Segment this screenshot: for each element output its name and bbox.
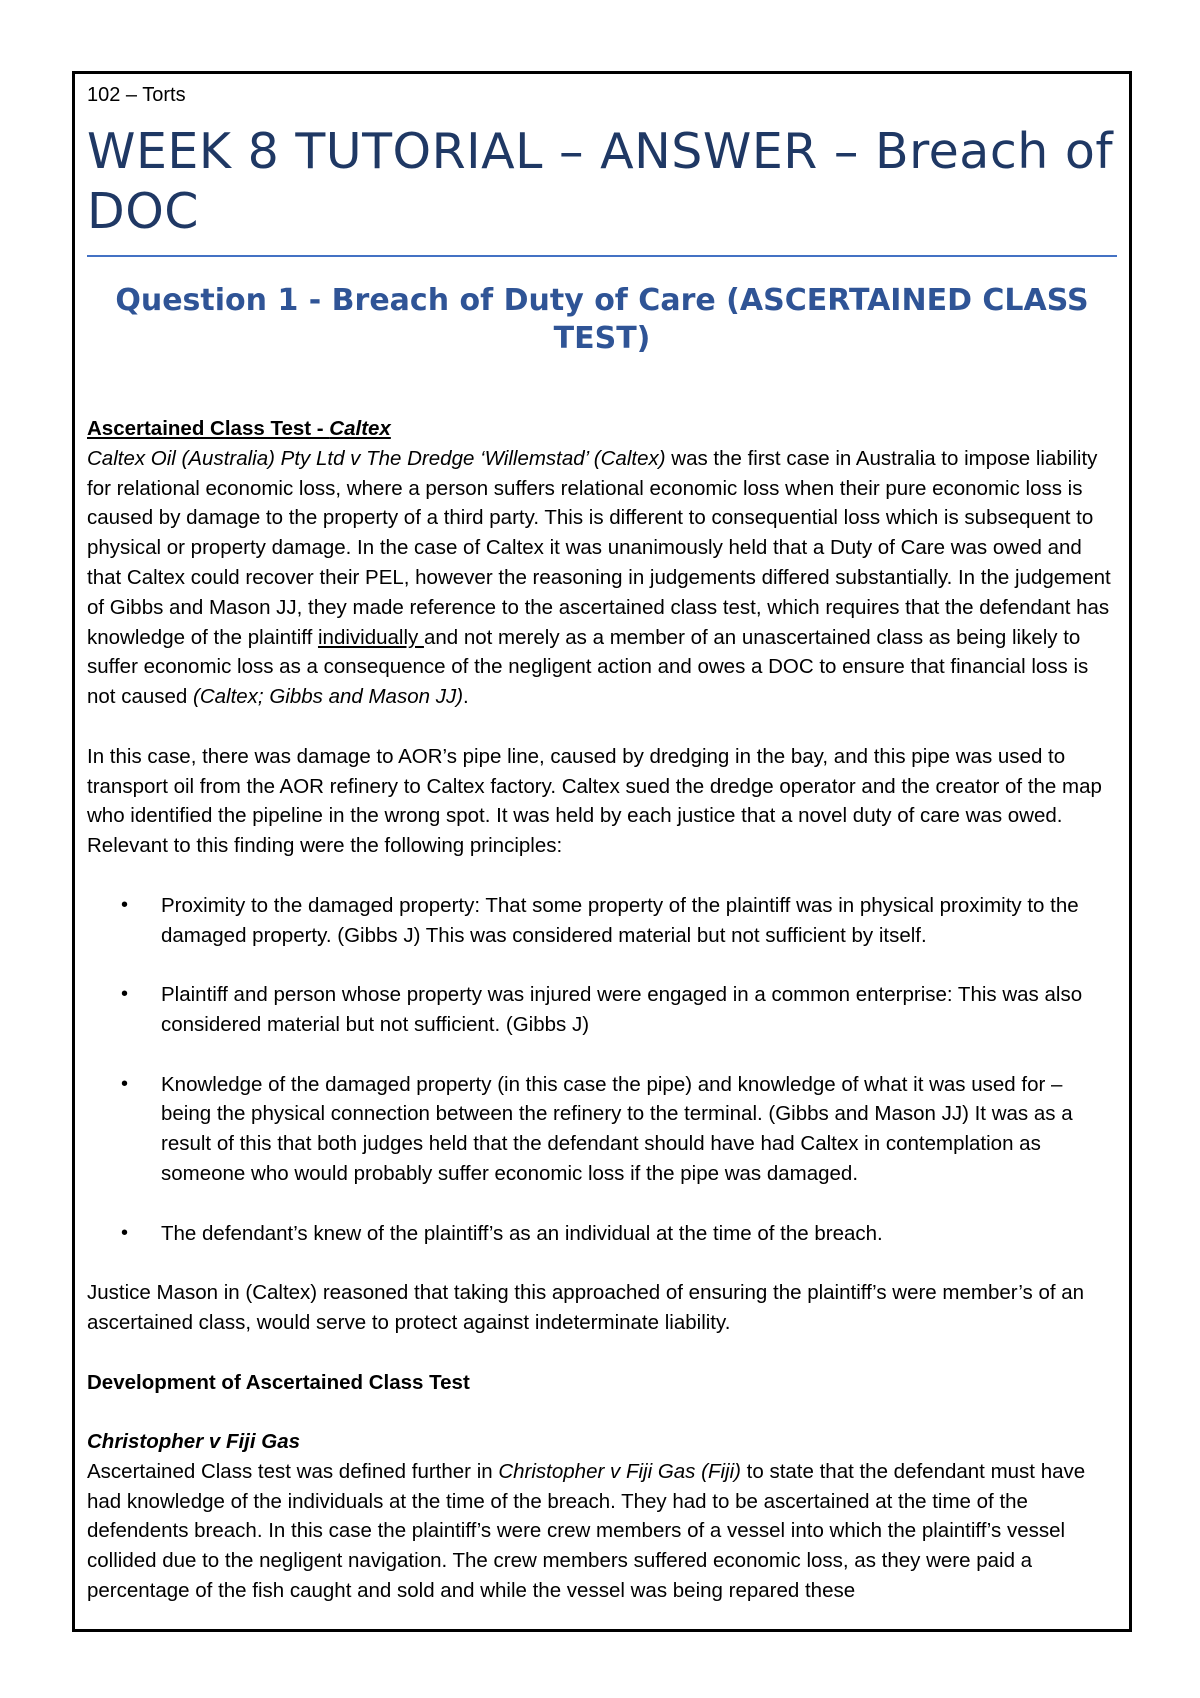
caltex-paragraph-1: Caltex Oil (Australia) Pty Ltd v The Dredge ‘Willemstad’ (Caltex) was the first case in Australia to impose liability for relational economic loss, where a person suffers relational economic loss when their pure economic loss is caused by damage to the property of a third party. This is different to consequential loss which is subsequent to physical or property damage. In the case of Caltex it was unanimously held that a Duty of Care was owed and that Caltex could recover their PEL, however the reasoning in judgements differed substantially. In the judgement of Gibbs and Mason JJ, they made reference to the ascertained class test, which requires that the defendant has knowledge of the plaintiff individually and not merely as a member of an unascertained class as being likely to suffer economic loss as a consequence of the negligent action and owes a DOC to ensure that financial loss is not caused (Caltex; Gibbs and Mason JJ).	[87, 446, 1111, 709]
document-content	[87, 82, 1117, 1606]
document-title: WEEK 8 TUTORIAL – ANSWER – Breach of DOC	[87, 123, 1114, 240]
page-border	[72, 71, 1132, 1632]
bullet-icon: •	[121, 1072, 129, 1095]
case-name-fiji: Christopher v Fiji Gas (Fiji)	[498, 1459, 741, 1483]
underlined-individually: individually	[317, 625, 424, 649]
citation-caltex: (Caltex; Gibbs and Mason JJ)	[193, 685, 464, 709]
question-heading: Question 1 - Breach of Duty of Care (ASCERTAINED CLASS TEST)	[115, 283, 1089, 356]
caltex-paragraph-2: In this case, there was damage to AOR’s pipe line, caused by dredging in the bay, and this pipe was used to transport oil from the AOR refinery to Caltex factory. Caltex sued the dredge operator and the creator of the map who identified the pipeline in the wrong spot. It was held by each justice that a novel duty of care was owed. Relevant to this finding were the following principles:	[87, 744, 1102, 858]
title-divider	[87, 255, 1117, 257]
course-header: 102 – Torts	[87, 84, 186, 106]
list-item: • Plaintiff and person whose property was injured were engaged in a common enterprise: This was also considered material but not sufficient. (Gibbs J)	[87, 980, 1117, 1040]
bullet-icon: •	[121, 1221, 129, 1244]
section-heading-caltex	[87, 414, 1117, 444]
section-heading-prefix: Ascertained Class Test -	[87, 417, 330, 440]
fiji-paragraph: Ascertained Class test was defined further in Christopher v Fiji Gas (Fiji) to state that the defendant must have had knowledge of the individuals at the time of the breach. They had to be ascertained at the time of the defendents breach. In this case the plaintiff’s were crew members of a vessel into which the plaintiff’s vessel collided due to the negligent navigation. The crew members suffered economic loss, as they were paid a percentage of the fish caught and sold and while the vessel was being repared these	[87, 1459, 1086, 1603]
bullet-icon: •	[121, 893, 129, 916]
case-heading-fiji: Christopher v Fiji Gas	[87, 1430, 301, 1454]
section-heading-case: Caltex	[329, 417, 391, 440]
caltex-paragraph-3: Justice Mason in (Caltex) reasoned that taking this approached of ensuring the plaintiff’s were member’s of an ascertained class, would serve to protect against indeterminate liability.	[87, 1281, 1085, 1334]
principles-list	[87, 891, 1117, 1249]
list-item: • Knowledge of the damaged property (in this case the pipe) and knowledge of what it was used for – being the physical connection between the refinery to the terminal. (Gibbs and Mason JJ) It was as a result of this that both judges held that the defendant should have had Caltex in contemplation as someone who would probably suffer economic loss if the pipe was damaged.	[87, 1070, 1117, 1189]
list-item: • The defendant’s knew of the plaintiff’s as an individual at the time of the breach.	[87, 1219, 1117, 1249]
case-name-caltex: Caltex Oil (Australia) Pty Ltd v The Dredge ‘Willemstad’ (Caltex)	[87, 446, 666, 470]
bullet-icon: •	[121, 983, 129, 1006]
list-item: • Proximity to the damaged property: That some property of the plaintiff was in physical proximity to the damaged property. (Gibbs J) This was considered material but not sufficient by itself.	[87, 891, 1117, 951]
section-heading-development: Development of Ascertained Class Test	[87, 1370, 470, 1394]
